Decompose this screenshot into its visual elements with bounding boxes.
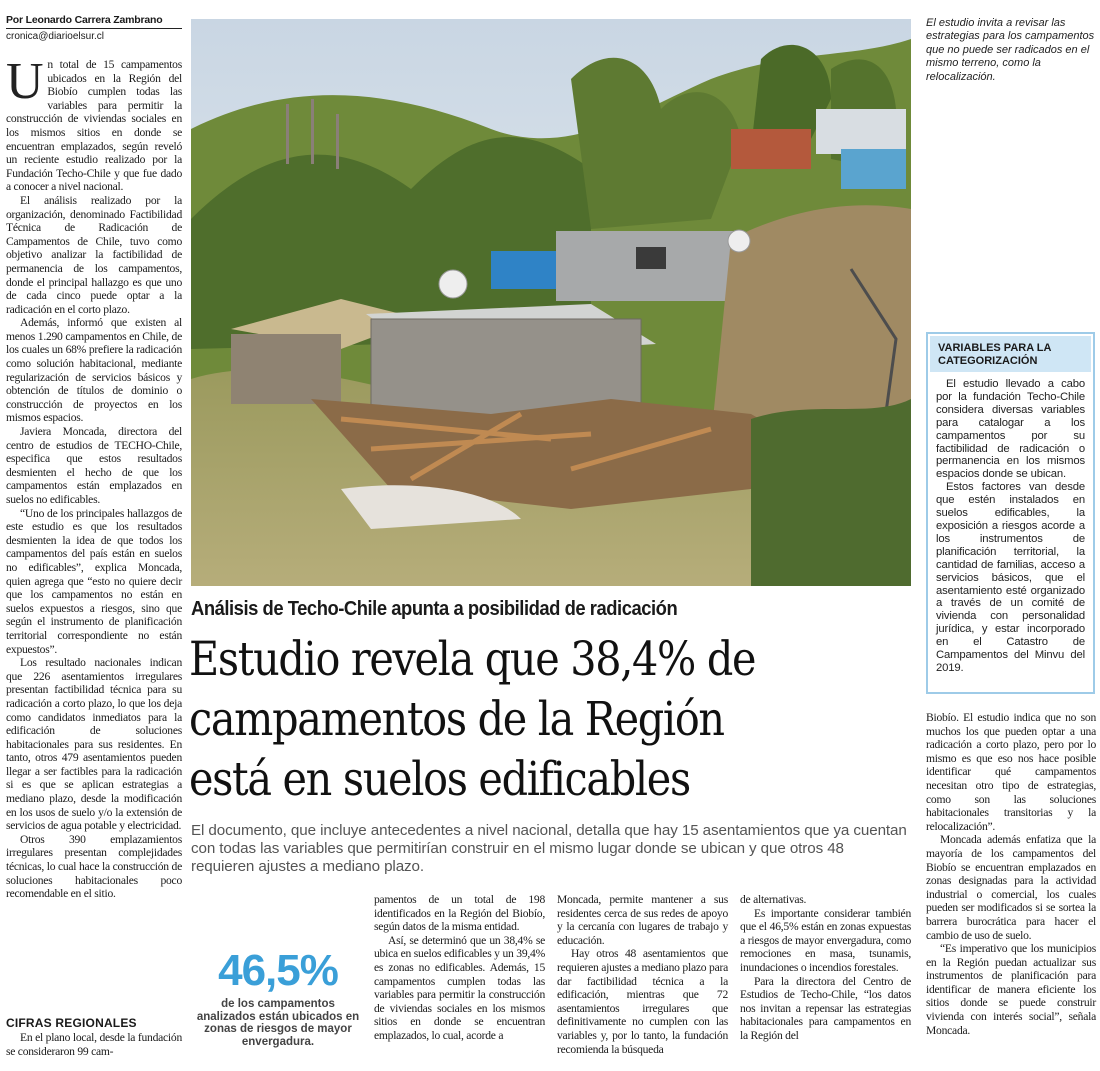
stat-description: de los campamentos analizados están ubicados en zonas de riesgos de mayor envergadura. [196, 998, 360, 1048]
paragraph: Es importante considerar también que el 46,5% están en zonas expuestas a riesgos de mayor envergadura, como remociones en masa, tsunamis, inundaciones o incendios forestales. [740, 906, 911, 974]
sidebar-body [928, 374, 1093, 675]
paragraph: En el plano local, desde la fundación se consideraron 99 cam- [6, 1031, 182, 1058]
paragraph: Estos factores van desde que estén instalados en suelos edificables, la exposición a riesgos acorde a los instrumentos de planificación territorial, la cantidad de familias, acceso a servicios básicos, que el asentamiento esté organizado a través de un comité de vivienda con personalidad jurídica, y estar incorporado en el Catastro de Campamentos del Minvu del 2019. [936, 481, 1085, 674]
sidebar-title: VARIABLES PARA LA CATEGORIZACIÓN [930, 336, 1091, 372]
paragraph: Hay otros 48 asentamientos que requieren ajustes a mediano plazo para dar factibilidad técnica a la edificación, mientras que 72 asentamientos irregulares que definitivamente no cumplen con las variables y, por lo tanto, la fundación recomienda la búsqueda [557, 947, 728, 1056]
headline-line: Estudio revela que 38,4% de [189, 632, 756, 687]
headline [189, 630, 911, 810]
paragraph: Además, informó que existen al menos 1.290 campamentos en Chile, de los cuales un 68% prefiere la radicación como solución habitacional, mediante regularización de servicios básicos y obtención de títulos de dominio o construcción de proyectos en los mismos espacios. [6, 316, 182, 425]
paragraph: Los resultado nacionales indican que 226 asentamientos irregulares presentan factibilidad técnica para su radicación a corto plazo, lo que los deja como candidatos inmediatos para la edificación de soluciones habitacionales para sus residentes. En tanto, otros 479 asentamientos pueden llegar a ser factibles para la radicación si es que se aplican estrategias a mediano plazo, desde la modificación en los usos de suelo y/o la extensión de servicios de agua potable y electricidad. [6, 656, 182, 833]
byline-author: Por Leonardo Carrera Zambrano [6, 14, 163, 26]
paragraph: Biobío. El estudio indica que no son muchos los que pueden optar a una radicación a corto plazo, pero por lo mismo es que eso nos hace posible identificar qué campamentos necesitan otro tipo de estrategias, como son las soluciones habitacionales transitorias y la relocalización”. [926, 711, 1096, 833]
paragraph: n total de 15 campamentos ubicados en la Región del Biobío cumplen todas las variables para permitir la construcción de viviendas sociales en los mismos sitios en donde se encuentran emplazados, según reveló un reciente estudio realizado por la Fundación Techo-Chile y que fue dado a conocer a nivel nacional. [6, 58, 182, 194]
drop-cap: U [6, 53, 44, 110]
paragraph: El estudio llevado a cabo por la fundación Techo-Chile considera diversas variables para catalogar a los campamentos por su factibilidad de radicación o permanencia en los mismos espacios donde se ubican. [936, 378, 1085, 481]
headline-line: está en suelos edificables [189, 752, 690, 807]
stat-value: 46,5% [218, 946, 338, 995]
photo-caption: El estudio invita a revisar las estrategias para los campamentos que no puede ser radicados en el mismo terreno, como la relocalización. [926, 17, 1095, 83]
campamento-photo [191, 19, 911, 586]
paragraph: Moncada además enfatiza que la mayoría de los campamentos del Biobío se encuentran emplazados en zonas designadas para la actividad industrial o comercial, los cuales pueden ser modificados si se sortea la barrera burocrática para hacer el cambio de uso de suelo. [926, 833, 1096, 942]
paragraph: Para la directora del Centro de Estudios de Techo-Chile, “los datos nos invitan a repensar las estrategias habitacionales para campamentos en la Región del [740, 974, 911, 1042]
paragraph: Otros 390 emplazamientos irregulares presentan complejidades técnicas, lo cual hace la construcción de soluciones habitacionales poco recomendable en el sitio. [6, 832, 182, 901]
paragraph: pamentos de un total de 198 identificados en la Región del Biobío, según datos de la misma entidad. [374, 893, 545, 934]
article-column-4 [740, 893, 911, 1043]
paragraph: El análisis realizado por la organización, denominado Factibilidad Técnica de Radicación de Campamentos de Chile, tuvo como objetivo analizar la factibilidad de permanencia de los campamentos, donde el principal hallazgo es que uno de cada cinco puede optar a la radicación en el corto plazo. [6, 193, 182, 316]
sidebar-variables [926, 332, 1095, 694]
article-column-3 [557, 893, 728, 1056]
paragraph: Así, se determinó que un 38,4% se ubica en suelos edificables y un 39,4% es zonas no edificables. Además, 15 campamentos cumplen todas las variables para permitir la construcción de viviendas sociales en los mismos sitios en donde se encuentran emplazados, lo cual, acorde a [374, 933, 545, 1042]
byline-email: cronica@diarioelsur.cl [6, 31, 104, 42]
paragraph: Moncada, permite mantener a sus residentes cerca de sus redes de apoyo y la cercanía con lugares de trabajo y educación. [557, 893, 728, 947]
paragraph: “Es imperativo que los municipios en la Región puedan actualizar sus instrumentos de planificación para identificar de manera eficiente los sitios donde se puede construir vivienda con interés social”, señala Moncada. [926, 942, 1096, 1037]
article-column-1-end [6, 1031, 182, 1058]
article-column-2 [374, 893, 545, 1043]
paragraph: Javiera Moncada, directora del centro de estudios de TECHO-Chile, especifica que estos resultados desmienten el hecho de que los campamentos están emplazados en suelos no edificables. [6, 425, 182, 506]
headline-line: campamentos de la Región [189, 692, 724, 747]
kicker: Análisis de Techo-Chile apunta a posibilidad de radicación [191, 598, 678, 620]
deck: El documento, que incluye antecedentes a nivel nacional, detalla que hay 15 asentamientos que ya cuentan con todas las variables que permitirían construir en el mismo lugar donde se ubican y que otros 48 requieren ajustes a mediano plazo. [191, 822, 907, 876]
article-column-5 [926, 711, 1096, 1037]
byline-divider [6, 28, 182, 29]
paragraph: “Uno de los principales hallazgos de este estudio es que los resultados desmienten la idea de que todos los campamentos del país están en suelos no edificables”, explica Moncada, quien agrega que “esto no quiere decir que los campamentos no están en suelos expuestos a riesgos, sino que según el instrumento de planificación territorial correspondiente no están expuestos”. [6, 506, 182, 656]
article-column-1 [6, 53, 182, 901]
paragraph: de alternativas. [740, 893, 807, 906]
subhead-cifras-regionales: CIFRAS REGIONALES [6, 1016, 137, 1030]
